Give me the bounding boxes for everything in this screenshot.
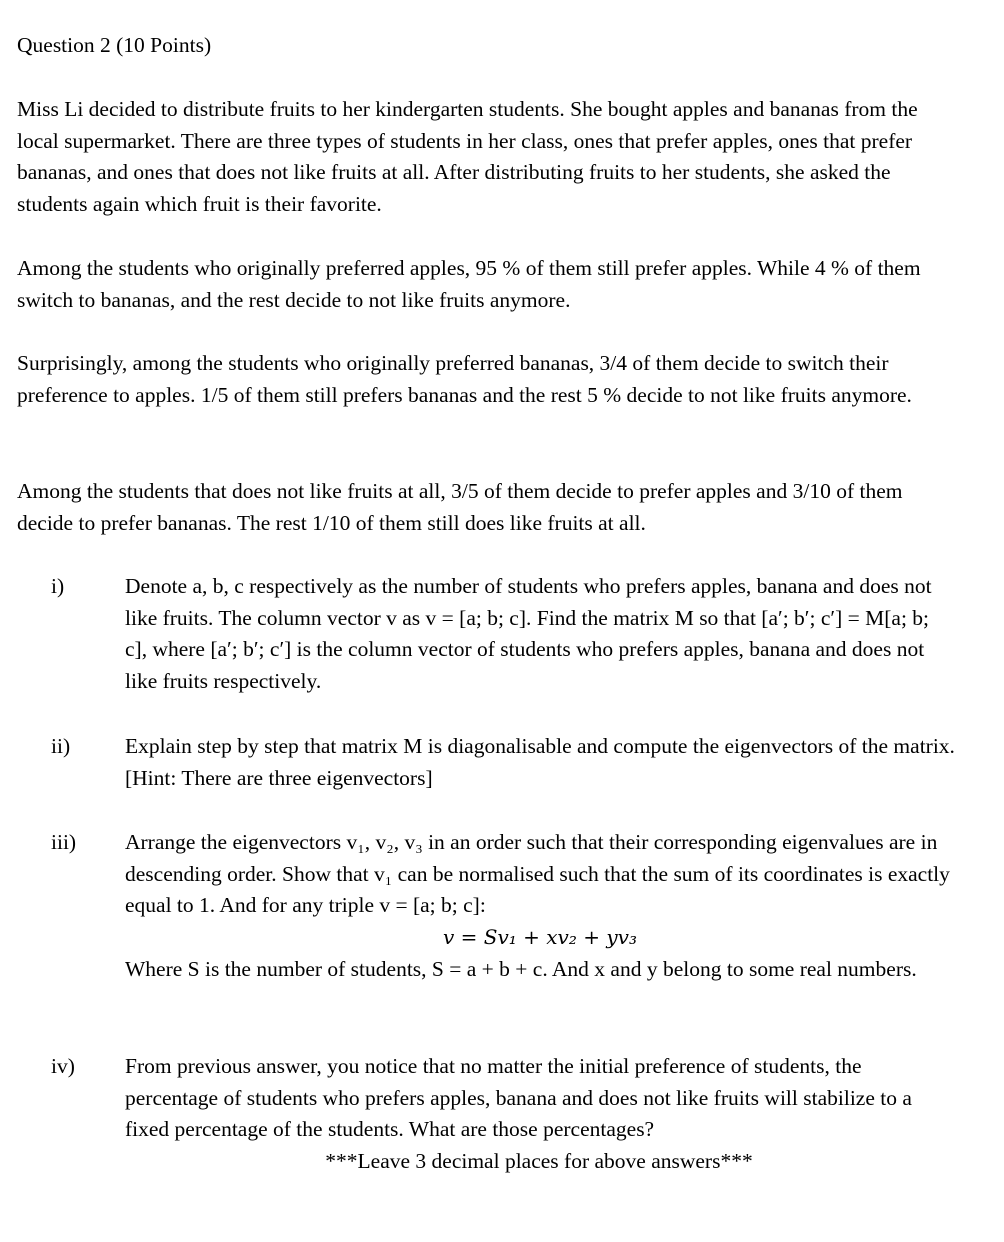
part-iii-label: iii)	[51, 830, 77, 854]
question-title: Question 2 (10 Points)	[17, 33, 212, 57]
part-ii-text: Explain step by step that matrix M is diagonalisable and compute the eigenvectors of the matrix. [Hint: There are three eigenvectors]	[125, 734, 955, 790]
part-ii-label: ii)	[51, 734, 71, 758]
apples-transition-paragraph: Among the students who originally preferred apples, 95 % of them still prefer apples. While 4 % of them switch to bananas, and the rest decide to not like fruits anymore.	[17, 256, 921, 312]
intro-paragraph: Miss Li decided to distribute fruits to her kindergarten students. She bought apples and bananas from the local supermarket. There are three types of students in her class, ones that prefer apples, ones that prefer bananas, and ones that does not like fruits at all. After distributing fruits to her students, she asked the students again which fruit is their favorite.	[17, 97, 918, 217]
part-i-label: i)	[51, 574, 65, 598]
no-fruit-transition-paragraph: Among the students that does not like fruits at all, 3/5 of them decide to prefer apples and 3/10 of them decide to prefer bananas. The rest 1/10 of them still does like fruits at all.	[17, 479, 903, 535]
bananas-transition-paragraph: Surprisingly, among the students who originally preferred bananas, 3/4 of them decide to switch their preference to apples. 1/5 of them still prefers bananas and the rest 5 % decide to not like fruits anymore.	[17, 351, 912, 407]
part-iv-text: From previous answer, you notice that no matter the initial preference of students, the percentage of students who prefers apples, banana and does not like fruits will stabilize to a fixed percentage of the students. What are those percentages?	[125, 1054, 912, 1142]
decimal-places-note: ***Leave 3 decimal places for above answers***	[325, 1149, 753, 1173]
part-iii-equation: v = Sv₁ + xv₂ + yv₃	[443, 925, 637, 950]
part-i-text: Denote a, b, c respectively as the number of students who prefers apples, banana and does not like fruits. The column vector v as v = [a; b; c]. Find the matrix M so that [a′; b′; c′] = M[a; b; c], where [a′; b′; c′] is the column vector of students who prefers apples, banana and does not like fruits respectively.	[125, 574, 932, 694]
part-iii-text-1: Arrange the eigenvectors v₁, v₂, v₃ in an order such that their corresponding eigenvalues are in descending order. Show that v₁ can be normalised such that the sum of its coordinates is exactly equal to 1. And for any triple v = [a; b; c]:	[125, 830, 950, 918]
part-iii-body	[125, 827, 955, 986]
part-iv-label: iv)	[51, 1054, 75, 1078]
part-iii-text-2: Where S is the number of students, S = a + b + c. And x and y belong to some real numbers.	[125, 956, 917, 981]
